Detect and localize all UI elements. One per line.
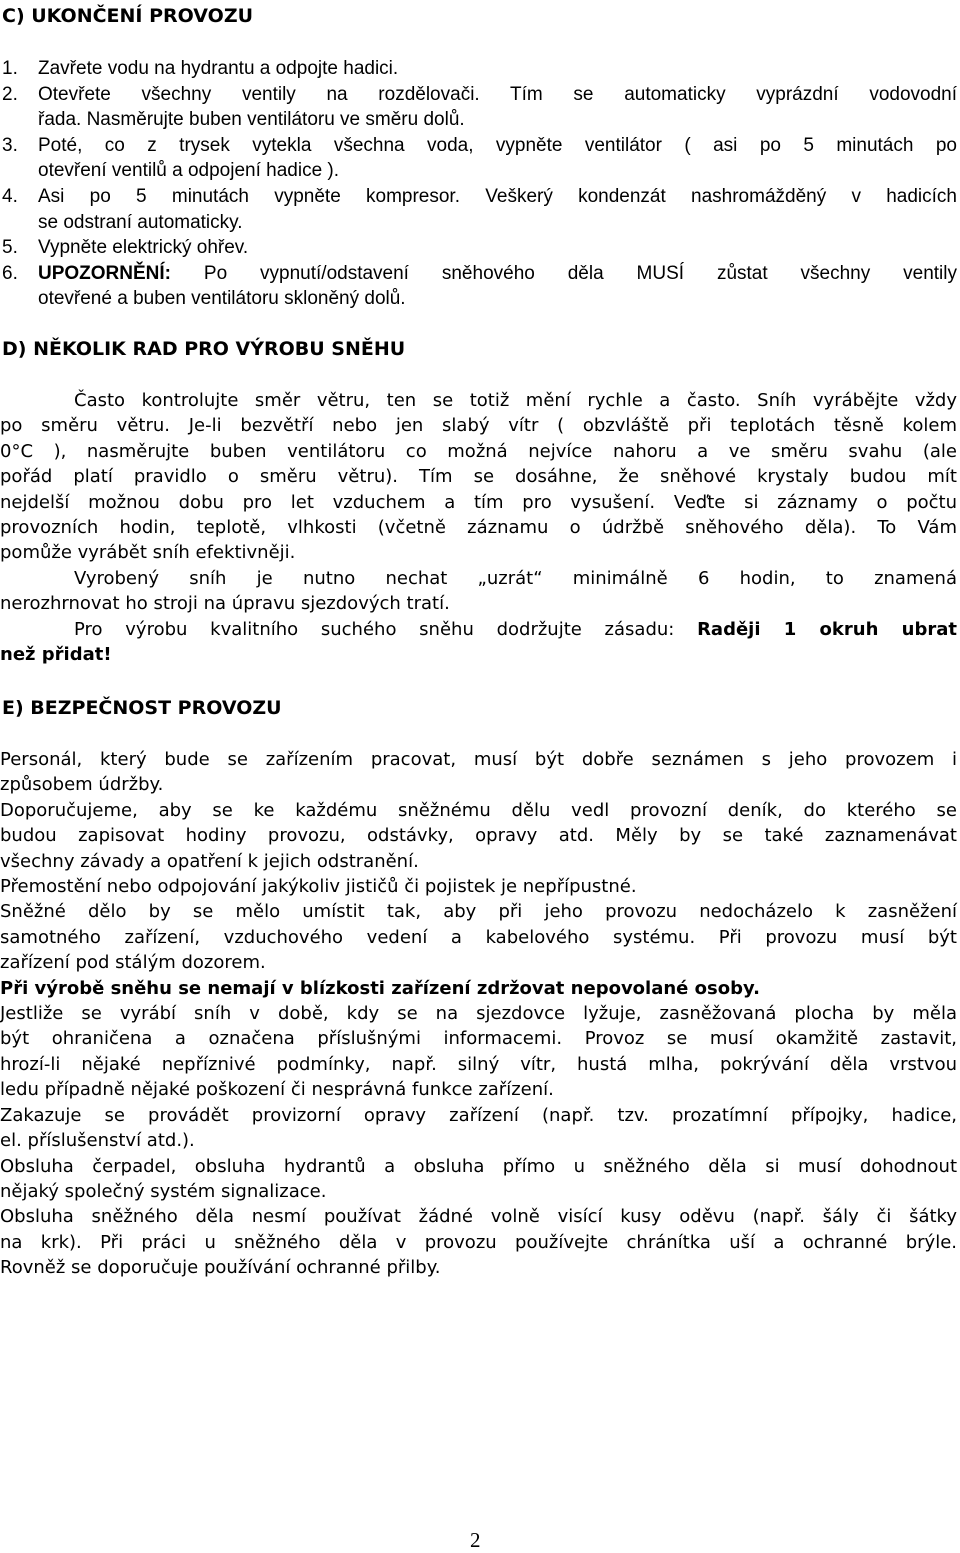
list-item <box>2 235 957 261</box>
paragraph-line: budou zapisovat hodiny provozu, odstávky, opravy atd. Měly by se také zaznamenávat <box>0 825 957 847</box>
paragraph-line: pořád platí pravidlo o směru větru). Tím se dosáhne, že sněhové krystaly budou mít <box>0 466 957 488</box>
paragraph-line: na krk). Při práci u sněžného děla v provozu používejte chránítka uší a ochranné brýle. <box>0 1231 957 1253</box>
warning-label: UPOZORNĚNÍ: <box>38 262 171 284</box>
paragraph-line: pomůže vyrábět sníh efektivněji. <box>0 542 296 564</box>
paragraph-line: Sněžné dělo by se mělo umístit tak, aby při jeho provozu nedocházelo k zasněžení <box>0 901 957 923</box>
paragraph-line: Obsluha čerpadel, obsluha hydrantů a obsluha přímo u sněžného děla si musí dohodnout <box>0 1155 957 1177</box>
paragraph-line: být ohraničena a označena příslušnými informacemi. Provoz se musí okamžitě zastavit, <box>0 1028 957 1050</box>
list-item <box>2 56 957 82</box>
paragraph-line: Rovněž se doporučuje používání ochranné přilby. <box>0 1257 441 1279</box>
paragraph-line: hrozí-li nějaké nepříznivé podmínky, např. silný vítr, hustá mlha, pokrývání děla vrstvou <box>0 1053 957 1075</box>
safety-warning: Při výrobě sněhu se nemají v blízkosti zařízení zdržovat nepovolané osoby. <box>0 977 760 999</box>
paragraph-line: Přemostění nebo odpojování jakýkoliv jističů či pojistek je nepřípustné. <box>0 876 637 898</box>
list-item-line <box>38 261 957 287</box>
list-item-line: Asi po 5 minutách vypněte kompresor. Veškerý kondenzát nashromážděný v hadicích <box>38 185 957 207</box>
section-d-heading: D) NĚKOLIK RAD PRO VÝROBU SNĚHU <box>2 338 406 360</box>
warning-text: Po vypnutí/odstavení sněhového děla MUSÍ zůstat všechny ventily <box>171 262 957 284</box>
paragraph-line: Vyrobený sníh je nutno nechat „uzrát“ minimálně 6 hodin, to znamená <box>74 567 957 589</box>
list-item-number: 1. <box>2 58 18 79</box>
paragraph-line: nerozhrnovat ho stroji na úpravu sjezdových tratí. <box>0 593 450 615</box>
rule-emphasis: Raději 1 okruh ubrat <box>697 618 957 640</box>
rule-intro-text: Pro výrobu kvalitního suchého sněhu dodržujte zásadu: <box>74 618 698 640</box>
paragraph-line: samotného zařízení, vzduchového vedení a kabelového systému. Při provozu musí být <box>0 926 957 948</box>
paragraph-line: Jestliže se vyrábí sníh v době, kdy se na sjezdovce lyžuje, zasněžovaná plocha by měla <box>0 1003 957 1025</box>
tips-paragraph <box>0 388 957 667</box>
list-item-line: otevření ventilů a odpojení hadice ). <box>38 160 340 182</box>
paragraph-line: ledu případně nějaké poškození či nesprávná funkce zařízení. <box>0 1079 554 1101</box>
paragraph-line <box>0 617 957 642</box>
list-item <box>2 82 957 133</box>
list-item-line: se odstraní automaticky. <box>38 211 243 233</box>
list-item-line: Otevřete všechny ventily na rozdělovači. Tím se automaticky vyprázdní vodovodní <box>38 83 957 105</box>
list-item-line: Zavřete vodu na hydrantu a odpojte hadici. <box>38 58 399 79</box>
paragraph-line: el. příslušenství atd.). <box>0 1130 195 1152</box>
paragraph-line: provozních hodin, teplotě, vlhkosti (včetně záznamu o údržbě sněhového děla). To Vám <box>0 517 957 539</box>
list-item <box>2 133 957 184</box>
list-item-line: řada. Nasměrujte buben ventilátoru ve směru dolů. <box>38 109 465 131</box>
list-item <box>2 261 957 312</box>
paragraph-line: Obsluha sněžného děla nesmí používat žádné volně visící kusy oděvu (např. šály či šátky <box>0 1206 957 1228</box>
list-item-number: 6. <box>2 262 18 284</box>
paragraph-line: Zakazuje se provádět provizorní opravy zařízení (např. tzv. prozatímní přípojky, hadice, <box>0 1104 957 1126</box>
paragraph-line: všechny závady a opatření k jejich odstranění. <box>0 850 419 872</box>
paragraph-line: Personál, který bude se zařízením pracovat, musí být dobře seznámen s jeho provozem i <box>0 749 957 770</box>
paragraph-line: Často kontrolujte směr větru, ten se totiž mění rychle a často. Sníh vyrábějte vždy <box>74 390 957 411</box>
list-item-number: 2. <box>2 83 18 105</box>
list-item-line: Vypněte elektrický ohřev. <box>38 237 249 259</box>
section-c-heading: C) UKONČENÍ PROVOZU <box>2 5 254 27</box>
safety-text <box>0 747 957 1281</box>
list-item-number: 4. <box>2 185 18 207</box>
paragraph-line: nejdelší možnou dobu pro let vzduchem a tím pro vysušení. Veďte si záznamy o počtu <box>0 491 957 513</box>
list-item-number: 3. <box>2 134 18 156</box>
list-item-line: otevřené a buben ventilátoru skloněný dolů. <box>38 288 406 310</box>
list-item-number: 5. <box>2 237 18 259</box>
paragraph-line: způsobem údržby. <box>0 774 164 796</box>
section-e-heading: E) BEZPEČNOST PROVOZU <box>2 697 282 719</box>
rule-emphasis: než přidat! <box>0 644 112 666</box>
shutdown-steps-list <box>2 56 957 312</box>
paragraph-line: zařízení pod stálým dozorem. <box>0 952 266 974</box>
page-number: 2 <box>470 1528 481 1552</box>
paragraph-line: po směru větru. Je-li bezvětří nebo jen slabý vítr ( obzvláště při teplotách těsně kolem <box>0 415 957 437</box>
paragraph-line: Doporučujeme, aby se ke každému sněžnému dělu vedl provozní deník, do kterého se <box>0 799 957 821</box>
paragraph-line: 0°C ), nasměrujte buben ventilátoru co možná nejvíce nahoru a ve směru svahu (ale <box>0 440 957 462</box>
list-item <box>2 184 957 235</box>
paragraph-line: nějaký společný systém signalizace. <box>0 1180 327 1202</box>
list-item-line: Poté, co z trysek vytekla všechna voda, vypněte ventilátor ( asi po 5 minutách po <box>38 134 957 156</box>
